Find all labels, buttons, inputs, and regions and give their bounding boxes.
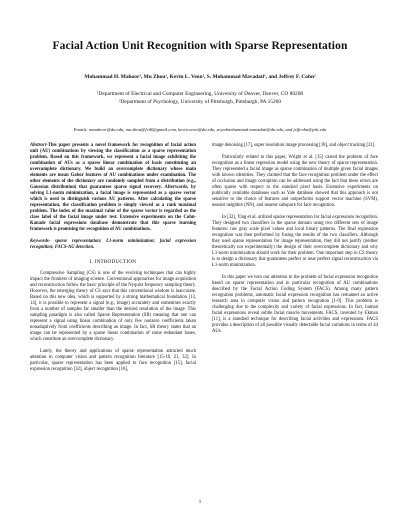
right-paragraph-1: image denoising [17], super resolution image processing [18], and object tracking [21]. bbox=[212, 143, 376, 148]
abstract-text: This paper presents a novel framework for recognition of facial action unit (AU) combinations by viewing the classification as a sparse representation problem. Based on this framework, we represent a facial image exhibiting the combination of AUs as a sparse linear combination of basis constituting an overcomplete dictionary. We build an overcomplete dictionary whose main elements are mean Gabor features of AU combinations under examination. The other elements of the dictionary are randomly sampled from a distribution (e.g., Gaussian distribution) that guarantees sparse signal recovery. Afterwards, by solving L1-norm minimization, a facial image is represented as a sparse vector which is used to distinguish various AU patterns. After calculating the sparse representation, the classification problem is simply viewed as a rank maximal problem. The index of the maximal value of the sparse vector is regarded as the class label of the facial image under test. Extensive experiments on the Cohn-Kanade facial expressions database demonstrate that this sparse learning framework is promising for recognition of AU combinations. bbox=[30, 143, 196, 232]
affiliation-2: ²Department of Psychology, University of Pittsburgh, Pittsburgh, PA 15260 bbox=[118, 99, 282, 105]
intro-paragraph-2: Lately, the theory and applications of sparse representation attracted much attention in computer vision and pattern recognition literature [15-18, 21, 32]. In particular, sparse representation has been applied to face recognition [15], facial expression recognition [32], object recognition [16], bbox=[30, 349, 196, 372]
section-heading-introduction: I. INTRODUCTION bbox=[89, 259, 137, 265]
abstract-label: Abstract- bbox=[30, 143, 48, 148]
paper-title: Facial Action Unit Recognition with Sparse Representation bbox=[52, 40, 348, 52]
author-list: Mohammad H. Mahoor¹, Mu Zhou¹, Kevin L. Veon¹, S. Mohammad Mavadati¹, and Jeffrey F. Cohn² bbox=[84, 74, 316, 80]
right-column bbox=[212, 143, 378, 341]
right-paragraph-4: In this paper we turn our attention to the problem of facial expression recognition based on sparse representation and in particular recognition of AU combinations described by the Facial Action Coding System (FACS). Among many pattern recognition problems, automatic facial expression recognition has remained an active research area in computer vision and pattern recognition [1-9]. This problem is challenging due to the complexity and variety of facial expressions. In fact, human facial expressions reveal subtle facial muscle movements. FACS, invented by Ekman [11], is a standard technique for describing facial activities and expressions. FACS provides a description of all possible visually detectable facial variations in terms of 44 AUs. bbox=[212, 275, 378, 334]
right-paragraph-3: In [32], Ying et al. utilized sparse representation for facial expressions recognition. They designed two classifiers in the sparse domain using two different sets of image features: raw gray scale pixel values and local binary patterns. The final expression recognition was then performed by fusing the results of the two classifiers. Although they used sparse representation for image representation, they did not justify (neither theoretically nor experimentally) the design of their overcomplete dictionary and why L1-norm minimization should work for their problem. One important step in CS theory is to design a dictionary that guarantees perfect or near perfect signal reconstruction via L1-norm minimization. bbox=[212, 215, 378, 268]
page-number: 1 bbox=[198, 500, 202, 505]
left-column bbox=[30, 143, 196, 379]
abstract bbox=[30, 143, 196, 233]
keywords: Keywords- sparse representation; L1-norm minimization; facial expression recognition; FACS-AU detection. bbox=[30, 239, 196, 250]
author-emails: Emails: mmahoor@du.edu, mu.zhou@fvill@gmail.com, kevin.veon@du.edu, seyedmohammad.mavadati@du.edu, and jeffcohn@pitt.edu bbox=[73, 127, 327, 132]
affiliation-1: ¹Department of Electrical and Computer Engineering, University of Denver, Denver, CO 80208 bbox=[96, 91, 304, 97]
intro-paragraph-1: Compressive Sampling (CS) is one of the evolving techniques that can highly impact the frontiers of imaging science. Conventional approaches for image acquisition and reconstruction follow the basic principle of the Nyquist frequency sampling theory. However, the emerging theory of CS says that this conventional wisdom is inaccurate. Based on this new idea, which is supported by a strong mathematical foundation [13, 14], it is possible to represent a signal (e.g., image) accurately and sometimes exactly from a number of samples far smaller than the desired resolution of the image. This sampling paradigm is also called Sparse Representation (SR) meaning that one can represent a signal using linear combination of only few nonzero coefficients taken nonadaptively from coefficients describing an image. In fact, SR theory states that an image can be represented by a sparse linear combination of some redundant bases, which constitute an overcomplete dictionary. bbox=[30, 271, 196, 342]
right-paragraph-2: Particularly related to this paper, Wright et al. [15] casted the problem of face recognition as a linear regression model using the new theory of sparse representation. They represented a facial image as sparse combination of multiple given facial images with known identities. They claimed that the face recognition problem under the effect of occlusion and image corruption can be addressed using the fact that these errors are often sparse with respect to the standard pixel basis. Extensive experiments on publically available databases such as Yale database showed that this approach is not sensitive to the choice of features and outperforms support vector machine (SVM), nearest neighbor (NN), and nearest subspace for face recognition. bbox=[212, 155, 378, 208]
